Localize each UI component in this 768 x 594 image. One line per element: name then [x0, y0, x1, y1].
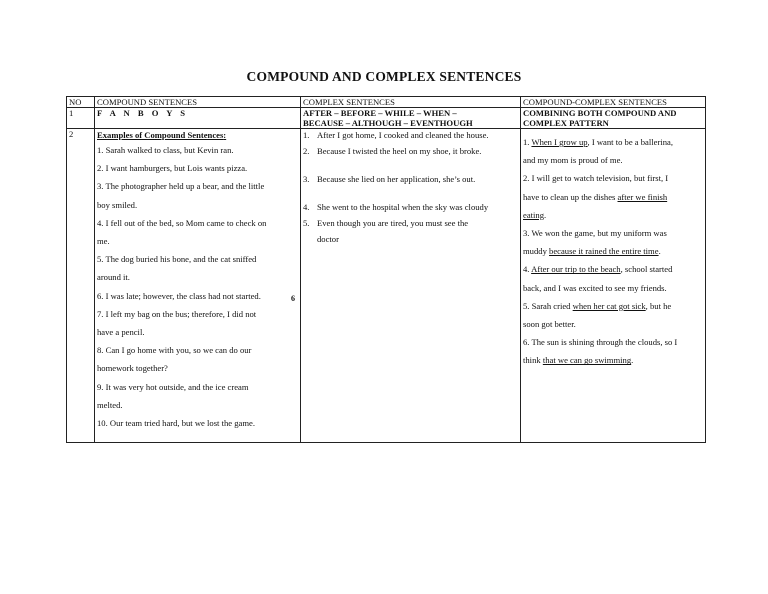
list-item: have a pencil. — [97, 327, 145, 338]
list-item: 8. Can I go home with you, so we can do our — [97, 345, 252, 356]
list-item: 2. I will get to watch television, but first, I — [523, 173, 669, 184]
table-row — [67, 129, 706, 443]
list-item: muddy because it rained the entire time. — [523, 246, 661, 257]
list-item: around it. — [97, 272, 130, 283]
list-item: 7. I left my bag on the bus; therefore, I did not — [97, 308, 257, 319]
row1-compound-complex — [521, 108, 706, 129]
list-item-number — [303, 234, 317, 244]
list-item: 9. It was very hot outside, and the ice cream — [97, 381, 249, 392]
list-item: 4. I fell out of the bed, so Mom came to check on — [97, 217, 267, 228]
list-item: and my mom is proud of me. — [523, 155, 623, 166]
combining-line-1: COMBINING BOTH COMPOUND AND — [523, 108, 677, 118]
header-complex: COMPLEX SENTENCES — [301, 97, 521, 108]
header-no: NO — [67, 97, 95, 108]
row2-no: 2 — [67, 129, 95, 443]
document-title: COMPOUND AND COMPLEX SENTENCES — [246, 69, 522, 84]
list-item: 10. Our team tried hard, but we lost the game. — [97, 418, 255, 429]
list-item — [303, 202, 518, 212]
list-item-number: 1. — [303, 130, 310, 140]
compound-example-list — [97, 141, 298, 432]
list-item-number: 2. — [303, 146, 310, 156]
list-item-text: After I got home, I cooked and cleaned the house. — [317, 130, 489, 140]
list-item: 5. The dog buried his bone, and the cat sniffed — [97, 254, 257, 265]
list-item: 6. The sun is shining through the clouds, so I — [523, 337, 678, 348]
stray-mark: 6 — [291, 294, 295, 303]
header-compound: COMPOUND SENTENCES — [95, 97, 301, 108]
row2-complex — [301, 129, 521, 443]
row1-complex — [301, 108, 521, 129]
list-item: think that we can go swimming. — [523, 355, 634, 366]
list-item-number: 5. — [303, 218, 310, 228]
conjunctions-line-1: AFTER – BEFORE – WHILE – WHEN – — [303, 108, 457, 118]
conjunctions-line-2: BECAUSE – ALTHOUGH – EVENTHOUGH — [303, 118, 473, 128]
list-item-number: 3. — [303, 174, 310, 184]
list-item: me. — [97, 236, 110, 247]
list-item: 1. When I grow up, I want to be a ballerina, — [523, 137, 673, 147]
row1-no: 1 — [67, 108, 95, 129]
list-item: eating. — [523, 209, 547, 220]
list-item: 5. Sarah cried when her cat got sick, but he — [523, 300, 672, 311]
list-item-text: She went to the hospital when the sky was cloudy — [317, 202, 489, 212]
list-item: homework together? — [97, 363, 168, 374]
list-item — [303, 174, 518, 184]
list-item: 1. Sarah walked to class, but Kevin ran. — [97, 145, 234, 155]
list-item-number: 4. — [303, 202, 310, 212]
complex-example-list — [303, 130, 518, 244]
list-item — [303, 146, 518, 156]
list-item: 3. The photographer held up a bear, and the little — [97, 181, 265, 192]
list-item: boy smiled. — [97, 199, 138, 210]
row1-compound — [95, 108, 301, 129]
row2-compound-complex — [521, 129, 706, 443]
list-item: 4. After our trip to the beach, school started — [523, 264, 673, 275]
fanboys-label: F A N B O Y S — [97, 108, 189, 118]
sentences-table — [66, 96, 706, 443]
list-item-text: Because she lied on her application, she’s out. — [317, 174, 476, 184]
list-item-text: Because I twisted the heel on my shoe, it broke. — [317, 146, 482, 156]
list-item — [303, 130, 518, 140]
row2-compound — [95, 129, 301, 443]
combining-line-2: COMPLEX PATTERN — [523, 118, 609, 128]
header-row — [67, 97, 706, 108]
list-item: soon got better. — [523, 319, 576, 330]
list-item-text: Even though you are tired, you must see the — [317, 218, 469, 228]
list-item: 2. I want hamburgers, but Lois wants pizza. — [97, 163, 248, 174]
list-item — [303, 218, 518, 228]
list-item: back, and I was excited to see my friends. — [523, 282, 667, 293]
list-item: have to clean up the dishes after we finish — [523, 191, 668, 202]
list-item: 6. I was late; however, the class had not started. — [97, 290, 261, 301]
table-row — [67, 108, 706, 129]
list-item: melted. — [97, 399, 123, 410]
list-item-text: doctor — [317, 234, 339, 244]
header-compound-complex: COMPOUND-COMPLEX SENTENCES — [521, 97, 706, 108]
compound-examples-heading: Examples of Compound Sentences: — [97, 130, 227, 140]
list-item: 3. We won the game, but my uniform was — [523, 228, 667, 239]
list-item — [303, 234, 518, 244]
